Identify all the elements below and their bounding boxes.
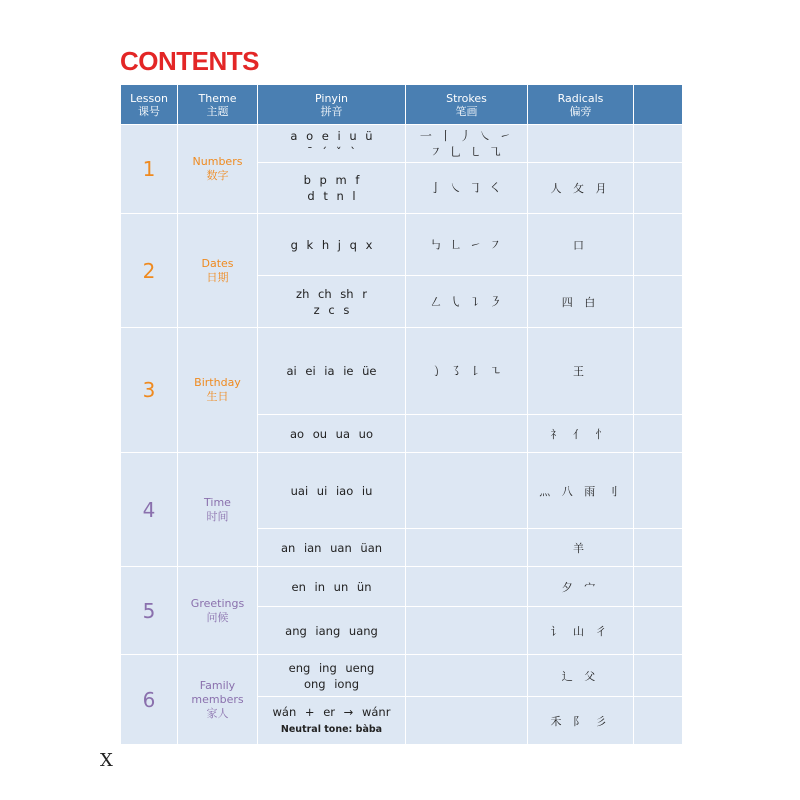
blank-cell: [634, 567, 683, 607]
pinyin-cell: zh ch sh r z c s: [258, 276, 406, 328]
page-title: CONTENTS: [120, 46, 259, 76]
header-lesson: Lesson 课号: [121, 85, 178, 125]
table-row: [121, 453, 683, 529]
header-strokes: Strokes 笔画: [406, 85, 528, 125]
blank-cell: [634, 453, 683, 529]
strokes-cell: [406, 655, 528, 697]
strokes-cell: [406, 697, 528, 745]
pinyin-cell: en in un ün: [258, 567, 406, 607]
lesson-number: 5: [121, 567, 178, 655]
radicals-cell: [528, 125, 634, 163]
lesson-theme: Dates 日期: [178, 214, 258, 328]
lesson-number: 4: [121, 453, 178, 567]
blank-cell: [634, 328, 683, 415]
header-theme: Theme 主题: [178, 85, 258, 125]
strokes-cell: [406, 453, 528, 529]
radicals-cell: 口: [528, 214, 634, 276]
strokes-cell: ㇜ ㇂ ㇊ ㇋: [406, 276, 528, 328]
lesson-number: 6: [121, 655, 178, 745]
blank-cell: [634, 607, 683, 655]
table-row: [121, 567, 683, 607]
radicals-cell: 夕 宀: [528, 567, 634, 607]
strokes-cell: ㇉ ㇗ ㇀ ㇇: [406, 214, 528, 276]
contents-table: [120, 84, 683, 745]
lesson-number: 2: [121, 214, 178, 328]
pinyin-cell: a o e i u ü ˉ ˊ ˇ ˋ: [258, 125, 406, 163]
lesson-number: 1: [121, 125, 178, 214]
table-row: [121, 214, 683, 276]
radicals-cell: 讠 山 彳: [528, 607, 634, 655]
strokes-cell: [406, 607, 528, 655]
pinyin-cell: b p m f d t n l: [258, 163, 406, 214]
pinyin-cell: ao ou ua uo: [258, 415, 406, 453]
blank-cell: [634, 415, 683, 453]
table-row: [121, 328, 683, 415]
lesson-theme: Birthday 生日: [178, 328, 258, 453]
blank-cell: [634, 655, 683, 697]
strokes-cell: [406, 415, 528, 453]
blank-cell: [634, 529, 683, 567]
radicals-cell: 四 白: [528, 276, 634, 328]
pinyin-cell: ai ei ia ie üe: [258, 328, 406, 415]
strokes-cell: 亅 ㇏ ㇆ ㇛: [406, 163, 528, 214]
lesson-theme: Greetings 问候: [178, 567, 258, 655]
neutral-tone-note: Neutral tone: bàba: [280, 723, 383, 735]
table-row: [121, 655, 683, 697]
header-row: [121, 85, 683, 125]
pinyin-cell: g k h j q x: [258, 214, 406, 276]
lesson-theme: Numbers 数字: [178, 125, 258, 214]
pinyin-cell: ang iang uang: [258, 607, 406, 655]
lesson-theme: Family members 家人: [178, 655, 258, 745]
footer-mark: X: [100, 750, 113, 771]
radicals-cell: 禾 阝 彡: [528, 697, 634, 745]
pinyin-cell: eng ing ueng ong iong: [258, 655, 406, 697]
pinyin-cell: an ian uan üan: [258, 529, 406, 567]
strokes-cell: 一 丨 丿 ㇏ ㇀ ㇇ 乚 ㇄ ㇈: [406, 125, 528, 163]
strokes-cell: ㇁ ㇌ ㇙ ㇍: [406, 328, 528, 415]
lesson-number: 3: [121, 328, 178, 453]
radicals-cell: 礻 亻 忄: [528, 415, 634, 453]
blank-cell: [634, 214, 683, 276]
blank-cell: [634, 276, 683, 328]
pinyin-cell: uai ui iao iu: [258, 453, 406, 529]
blank-cell: [634, 163, 683, 214]
strokes-cell: [406, 529, 528, 567]
lesson-theme: Time 时间: [178, 453, 258, 567]
header-pinyin: Pinyin 拼音: [258, 85, 406, 125]
radicals-cell: 人 攵 月: [528, 163, 634, 214]
radicals-cell: 王: [528, 328, 634, 415]
radicals-cell: 灬 八 雨 刂: [528, 453, 634, 529]
header-radicals: Radicals 偏旁: [528, 85, 634, 125]
blank-cell: [634, 697, 683, 745]
radicals-cell: 辶 父: [528, 655, 634, 697]
header-blank: [634, 85, 683, 125]
strokes-cell: [406, 567, 528, 607]
blank-cell: [634, 125, 683, 163]
table-row: [121, 125, 683, 163]
radicals-cell: 羊: [528, 529, 634, 567]
pinyin-cell: wán + er → wánr Neutral tone: bàba: [258, 697, 406, 745]
